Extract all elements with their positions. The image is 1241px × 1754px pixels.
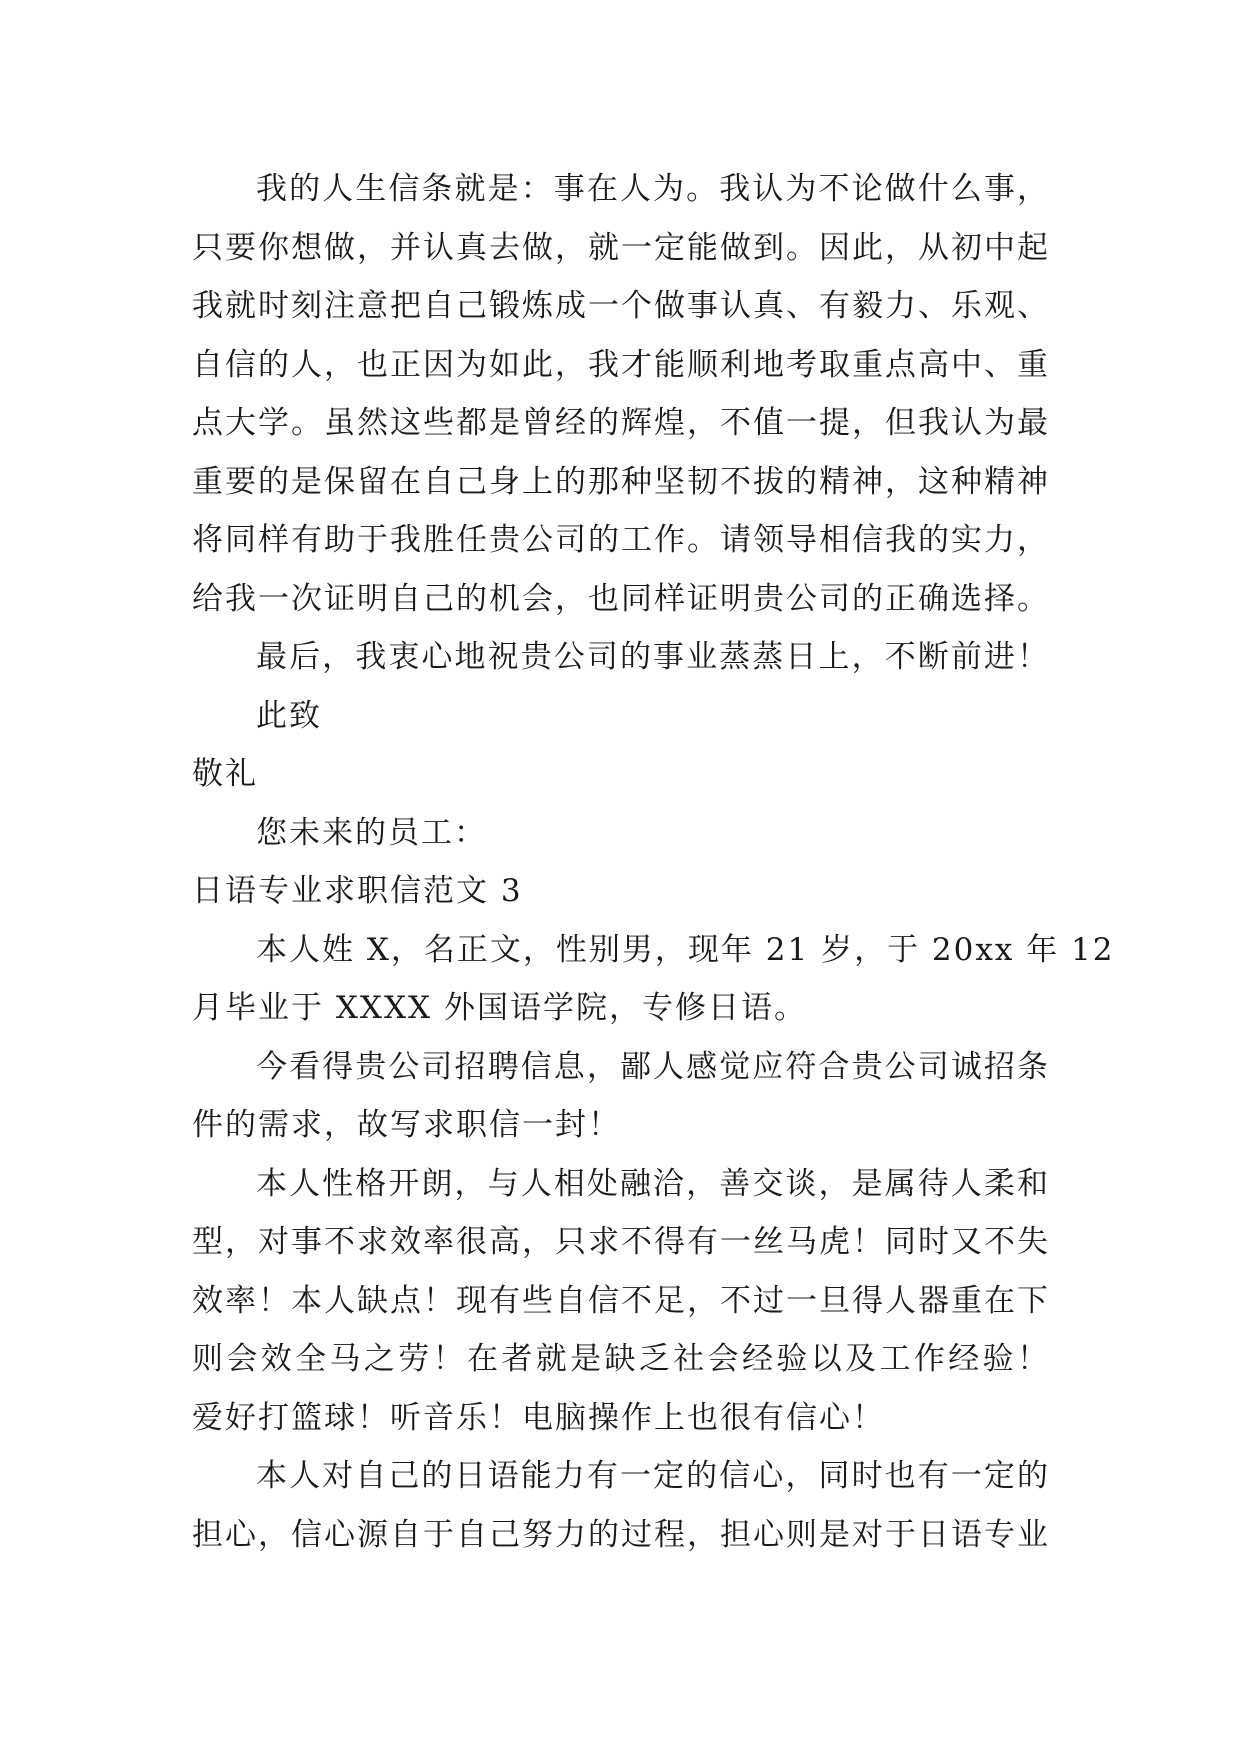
text-line: 件的需求，故写求职信一封！ xyxy=(192,1107,621,1143)
text-line: 型，对事不求效率很高，只求不得有一丝马虎！同时又不失 xyxy=(192,1224,1050,1260)
text-line: 担心，信心源自于自己努力的过程，担心则是对于日语专业 xyxy=(192,1516,1050,1553)
text-line: 本人性格开朗，与人相处融洽，善交谈，是属待人柔和 xyxy=(256,1165,1050,1202)
text-line: 将同样有助于我胜任贵公司的工作。请领导相信我的实力， xyxy=(192,522,1050,558)
text-line: 本人姓 X，名正文，性别男，现年 21 岁，于 20xx 年 12 xyxy=(256,931,1115,968)
text-line: 重要的是保留在自己身上的那种坚韧不拔的精神，这种精神 xyxy=(192,463,1050,500)
text-line: 自信的人，也正因为如此，我才能顺利地考取重点高中、重 xyxy=(192,346,1050,383)
text-line: 效率！本人缺点！现有些自信不足，不过一旦得人器重在下 xyxy=(192,1282,1050,1319)
text-line: 爱好打篮球！听音乐！电脑操作上也很有信心！ xyxy=(192,1399,885,1436)
section-heading: 日语专业求职信范文 3 xyxy=(192,873,523,909)
text-line: 最后，我衷心地祝贵公司的事业蒸蒸日上，不断前进！ xyxy=(256,639,1050,675)
closing-line: 此致 xyxy=(256,697,322,734)
text-line: 给我一次证明自己的机会，也同样证明贵公司的正确选择。 xyxy=(192,580,1050,617)
text-line: 只要你想做，并认真去做，就一定能做到。因此，从初中起 xyxy=(192,229,1050,266)
text-line: 月毕业于 XXXX 外国语学院，专修日语。 xyxy=(192,990,807,1026)
text-line: 则会效全马之劳！在者就是缺乏社会经验以及工作经验！ xyxy=(192,1341,1050,1377)
letter-body xyxy=(192,160,1115,1564)
text-line: 我的人生信条就是：事在人为。我认为不论做什么事， xyxy=(256,171,1050,207)
text-line: 我就时刻注意把自己锻炼成一个做事认真、有毅力、乐观、 xyxy=(192,288,1050,324)
text-line: 本人对自己的日语能力有一定的信心，同时也有一定的 xyxy=(256,1458,1050,1494)
salutation-line: 敬礼 xyxy=(192,756,258,792)
signature-line: 您未来的员工： xyxy=(256,814,487,851)
text-line: 今看得贵公司招聘信息，鄙人感觉应符合贵公司诚招条 xyxy=(256,1048,1050,1085)
text-line: 点大学。虽然这些都是曾经的辉煌，不值一提，但我认为最 xyxy=(192,405,1050,441)
